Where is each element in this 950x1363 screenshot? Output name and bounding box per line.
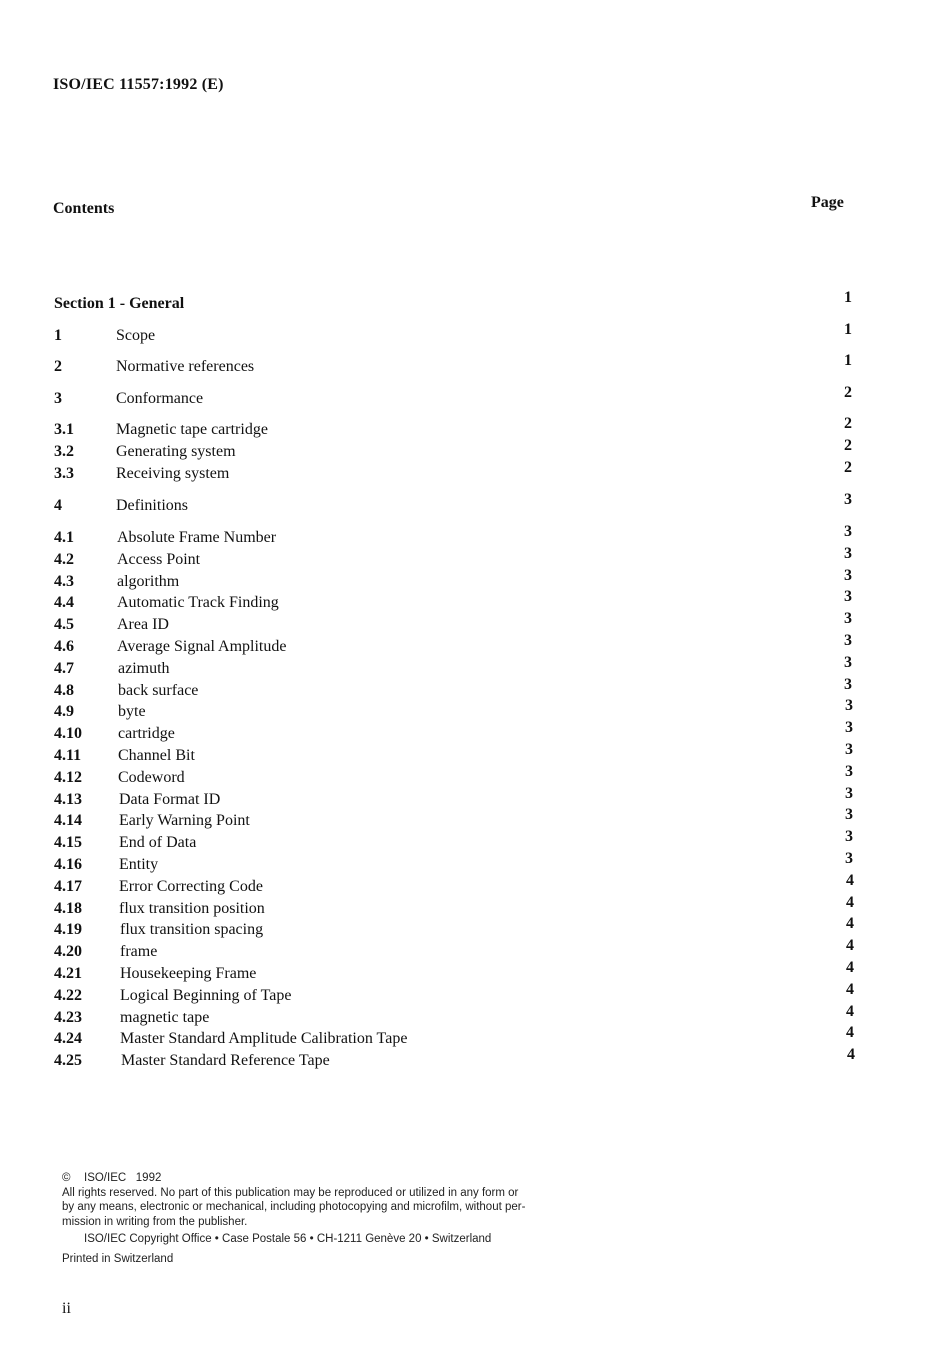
toc-entry-title: flux transition position	[119, 899, 265, 917]
contents-heading: Contents	[53, 200, 115, 217]
toc-entry-number: 4.20	[54, 943, 82, 961]
toc-entry-page: 4	[846, 915, 854, 933]
copyright-notice	[62, 1171, 622, 1266]
toc-entry-page: 3	[845, 784, 853, 802]
toc-entry-page: 4	[846, 937, 854, 955]
toc-entry-number: 4.15	[54, 834, 82, 852]
toc-entry-number: 4.23	[54, 1008, 82, 1026]
toc-entry-number: 4.7	[54, 659, 74, 677]
toc-entry-title: Area ID	[117, 616, 169, 634]
toc-entry-row	[0, 762, 950, 789]
toc-entry-row	[0, 828, 950, 854]
toc-entry-row	[0, 697, 950, 723]
toc-entry-title: End of Data	[119, 834, 197, 852]
toc-entry-row	[0, 415, 950, 441]
rights-line-2: by any means, electronic or mechanical, including photocopying and microfilm, without per-	[62, 1201, 526, 1213]
toc-entry-title: byte	[118, 703, 146, 721]
document-identifier: ISO/IEC 11557:1992 (E)	[53, 76, 224, 93]
toc-entry-row	[0, 632, 950, 658]
page-number: ii	[62, 1300, 71, 1317]
toc-entry-page: 2	[844, 415, 852, 432]
toc-entry-number: 4.19	[54, 921, 82, 939]
toc-entry-number: 4.8	[54, 681, 74, 699]
toc-entry-title: azimuth	[118, 659, 170, 677]
toc-entry-row	[0, 352, 950, 378]
toc-entry-page: 3	[845, 806, 853, 824]
toc-entry-number: 3.2	[54, 443, 74, 460]
toc-entry-row	[0, 980, 950, 1007]
toc-entry-row	[0, 610, 950, 636]
toc-entry-page: 3	[845, 719, 853, 737]
toc-entry-title: Housekeeping Frame	[120, 965, 257, 982]
copyright-line	[62, 1171, 622, 1186]
toc-entry-page: 3	[844, 632, 852, 649]
toc-entry-number: 4.3	[54, 572, 74, 590]
toc-entry-title: back surface	[118, 681, 199, 699]
toc-entry-row	[0, 1024, 950, 1050]
toc-entry-row	[0, 437, 950, 463]
toc-entry-row	[0, 566, 950, 593]
toc-entry-row	[0, 893, 950, 920]
toc-entry-row	[0, 544, 950, 571]
copyright-year: 1992	[135, 1172, 162, 1184]
toc-entry-row	[0, 915, 950, 941]
toc-entry-row	[0, 784, 950, 811]
toc-entry-page: 3	[844, 588, 852, 606]
toc-entry-title: Data Format ID	[119, 790, 221, 808]
toc-entry-page: 4	[846, 1024, 854, 1042]
toc-entry-number: 4.2	[54, 550, 74, 568]
toc-entry-number: 4.16	[54, 856, 82, 873]
toc-entry-page: 3	[844, 491, 852, 508]
toc-entry-title: Scope	[116, 327, 156, 344]
toc-entry-number: 4	[54, 497, 62, 514]
toc-entry-page: 3	[845, 741, 853, 758]
toc-entry-number: 4.4	[54, 594, 74, 612]
toc-entry-page: 3	[844, 675, 852, 693]
toc-entry-number: 4.25	[54, 1052, 82, 1070]
toc-entry-row	[0, 588, 950, 614]
toc-entry-row	[0, 871, 950, 898]
toc-entry-number: 4.11	[54, 747, 82, 764]
toc-entry-title: Master Standard Amplitude Calibration Tape	[120, 1030, 408, 1048]
toc-entry-title: Receiving system	[116, 465, 230, 482]
toc-entry-title: Normative references	[116, 358, 255, 375]
toc-entry-page: 2	[844, 459, 852, 476]
toc-entry-number: 4.6	[54, 638, 74, 655]
toc-entry-row	[0, 523, 950, 549]
toc-entry-row	[0, 491, 950, 517]
toc-entry-row	[0, 959, 950, 985]
toc-entry-page: 4	[846, 980, 854, 998]
toc-entry-title: Access Point	[117, 550, 201, 568]
toc-entry-title: Channel Bit	[118, 747, 195, 764]
toc-entry-title: Entity	[119, 856, 159, 873]
toc-entry-title: Average Signal Amplitude	[117, 638, 287, 655]
toc-entry-title: Logical Beginning of Tape	[120, 986, 292, 1004]
toc-entry-row	[0, 1002, 950, 1029]
toc-entry-row	[0, 459, 950, 485]
toc-entry-title: cartridge	[118, 725, 175, 743]
toc-entry-row	[0, 653, 950, 680]
toc-entry-page: 3	[844, 566, 852, 584]
toc-entry-title: Definitions	[116, 497, 188, 514]
toc-entry-number: 4.9	[54, 703, 74, 721]
toc-entry-number: 4.1	[54, 529, 74, 546]
toc-entry-page: 4	[846, 871, 854, 889]
toc-entry-number: 3.1	[54, 421, 74, 438]
toc-entry-page: 1	[844, 352, 852, 369]
toc-entry-title: Codeword	[118, 768, 185, 786]
copyright-office-address: ISO/IEC Copyright Office • Case Postale 56 • CH-1211 Genève 20 • Switzerland	[84, 1233, 492, 1245]
toc-entry-title: Master Standard Reference Tape	[121, 1052, 330, 1070]
toc-entry-page: 4	[846, 959, 854, 976]
toc-entry-title: Automatic Track Finding	[117, 594, 279, 612]
toc-entry-title: frame	[120, 943, 158, 961]
toc-entry-row	[0, 675, 950, 702]
toc-entry-page: 4	[847, 1046, 855, 1064]
toc-entry-title: Generating system	[116, 443, 236, 460]
toc-entry-number: 3	[54, 390, 62, 407]
toc-entry-number: 4.17	[54, 877, 82, 895]
toc-entry-number: 4.22	[54, 986, 82, 1004]
copyright-holder: ISO/IEC	[84, 1172, 127, 1184]
toc-entry-page: 3	[844, 610, 852, 628]
toc-entry-page: 3	[845, 850, 853, 867]
toc-entry-page: 2	[844, 384, 852, 401]
toc-entry-number: 4.21	[54, 965, 82, 982]
toc-entry-page: 3	[844, 523, 852, 540]
toc-entry-title: algorithm	[117, 572, 180, 590]
toc-entry-number: 3.3	[54, 465, 74, 482]
toc-entry-title: flux transition spacing	[120, 921, 264, 939]
toc-entry-number: 4.13	[54, 790, 82, 808]
toc-entry-title: Conformance	[116, 390, 204, 407]
toc-entry-title: Error Correcting Code	[119, 877, 263, 895]
toc-entry-number: 4.10	[54, 725, 82, 743]
toc-entry-number: 4.18	[54, 899, 82, 917]
toc-entry-row	[0, 384, 950, 410]
page-column-heading: Page	[811, 194, 844, 211]
toc-entry-row	[0, 741, 950, 767]
toc-entry-row	[0, 806, 950, 832]
toc-entry-title: Absolute Frame Number	[117, 529, 277, 546]
toc-entry-number: 2	[54, 358, 62, 375]
rights-line-3: mission in writing from the publisher.	[62, 1215, 248, 1228]
toc-entry-title: magnetic tape	[120, 1008, 210, 1026]
printed-location: Printed in Switzerland	[62, 1252, 174, 1265]
toc-entry-page: 4	[846, 893, 854, 911]
toc-entry-number: 4.24	[54, 1030, 82, 1048]
toc-entry-row	[0, 850, 950, 876]
toc-entry-number: 4.14	[54, 812, 82, 830]
toc-entry-row	[0, 1046, 950, 1072]
toc-entry-page: 3	[844, 544, 852, 562]
toc-entry-row	[0, 719, 950, 745]
toc-entry-page: 3	[845, 828, 853, 846]
toc-entry-number: 4.5	[54, 616, 74, 634]
toc-entry-page: 4	[846, 1002, 854, 1020]
toc-entry-page: 1	[844, 321, 852, 338]
toc-entry-number: 1	[54, 327, 62, 344]
toc-entry-page: 3	[845, 762, 853, 780]
rights-line-1: All rights reserved. No part of this publication may be reproduced or utilized in any form or	[62, 1186, 519, 1199]
copyright-symbol: ©	[62, 1172, 71, 1184]
toc-section-row	[0, 289, 950, 315]
toc-entry-title: Magnetic tape cartridge	[116, 421, 268, 438]
toc-entry-row	[0, 937, 950, 963]
toc-entry-page: 3	[844, 653, 852, 671]
toc-section-title: Section 1 - General	[54, 295, 185, 312]
toc-entry-page: 2	[844, 437, 852, 454]
toc-entry-number: 4.12	[54, 768, 82, 786]
toc-entry-page: 3	[845, 697, 853, 715]
toc-entry-title: Early Warning Point	[119, 812, 250, 830]
toc-section-page: 1	[844, 289, 852, 306]
toc-entry-row	[0, 321, 950, 347]
